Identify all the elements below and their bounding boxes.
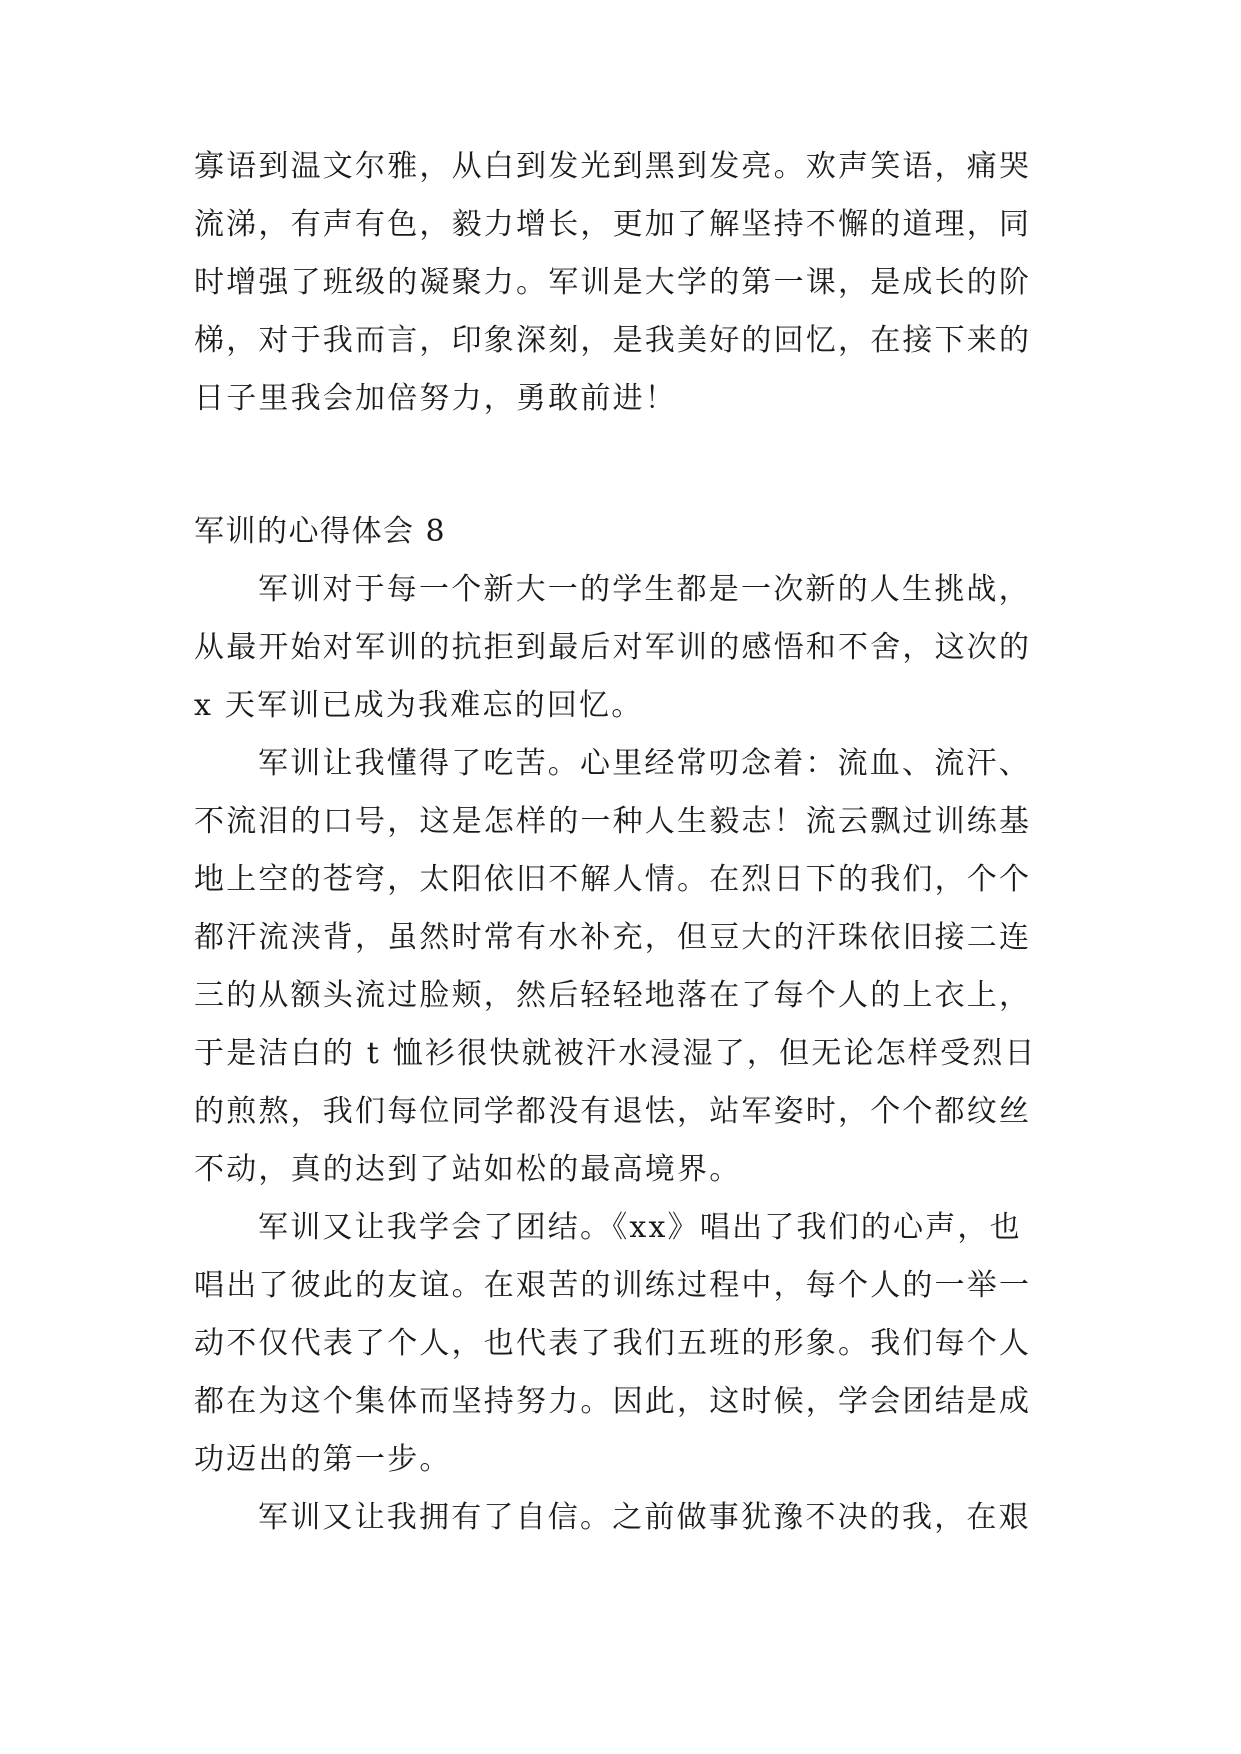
text-line: 从最开始对军训的抗拒到最后对军训的感悟和不舍，这次的 bbox=[194, 630, 1032, 665]
text-line: 寡语到温文尔雅，从白到发光到黑到发亮。欢声笑语，痛哭 bbox=[194, 149, 1032, 184]
text-line: 动不仅代表了个人，也代表了我们五班的形象。我们每个人 bbox=[194, 1326, 1032, 1361]
paragraph-3 bbox=[194, 1199, 1054, 1489]
text-line: 军训又让我学会了团结。《xx》唱出了我们的心声，也 bbox=[258, 1210, 1022, 1245]
paragraph-1 bbox=[194, 561, 1054, 735]
paragraph-4 bbox=[194, 1489, 1054, 1547]
text-line: 军训对于每一个新大一的学生都是一次新的人生挑战， bbox=[258, 572, 1031, 607]
text-line: 地上空的苍穹，太阳依旧不解人情。在烈日下的我们，个个 bbox=[194, 862, 1032, 897]
text-line: 的煎熬，我们每位同学都没有退怯，站军姿时，个个都纹丝 bbox=[194, 1094, 1032, 1129]
text-line: 都汗流浃背，虽然时常有水补充，但豆大的汗珠依旧接二连 bbox=[194, 920, 1032, 955]
text-line: 时增强了班级的凝聚力。军训是大学的第一课，是成长的阶 bbox=[194, 265, 1032, 300]
text-line: 唱出了彼此的友谊。在艰苦的训练过程中，每个人的一举一 bbox=[194, 1268, 1032, 1303]
text-line: 不流泪的口号，这是怎样的一种人生毅志！流云飘过训练基 bbox=[194, 804, 1032, 839]
text-line: 军训让我懂得了吃苦。心里经常叨念着：流血、流汗、 bbox=[258, 746, 1031, 781]
text-line: 都在为这个集体而坚持努力。因此，这时候，学会团结是成 bbox=[194, 1384, 1032, 1419]
text-line: 流涕，有声有色，毅力增长，更加了解坚持不懈的道理，同 bbox=[194, 207, 1032, 242]
section-heading bbox=[194, 503, 1054, 561]
text-line: 功迈出的第一步。 bbox=[194, 1442, 452, 1477]
text-line: 不动，真的达到了站如松的最高境界。 bbox=[194, 1152, 742, 1187]
text-line: 军训又让我拥有了自信。之前做事犹豫不决的我，在艰 bbox=[258, 1500, 1031, 1535]
continuation-paragraph bbox=[194, 138, 1054, 428]
text-line: 于是洁白的 t 恤衫很快就被汗水浸湿了，但无论怎样受烈日 bbox=[194, 1036, 1037, 1071]
text-line: 梯，对于我而言，印象深刻，是我美好的回忆，在接下来的 bbox=[194, 323, 1032, 358]
text-line: 日子里我会加倍努力，勇敢前进！ bbox=[194, 381, 677, 416]
text-line: x 天军训已成为我难忘的回忆。 bbox=[194, 688, 644, 723]
text-line: 三的从额头流过脸颊，然后轻轻地落在了每个人的上衣上， bbox=[194, 978, 1032, 1013]
section-title: 军训的心得体会 8 bbox=[194, 514, 447, 549]
paragraph-2 bbox=[194, 735, 1054, 1199]
